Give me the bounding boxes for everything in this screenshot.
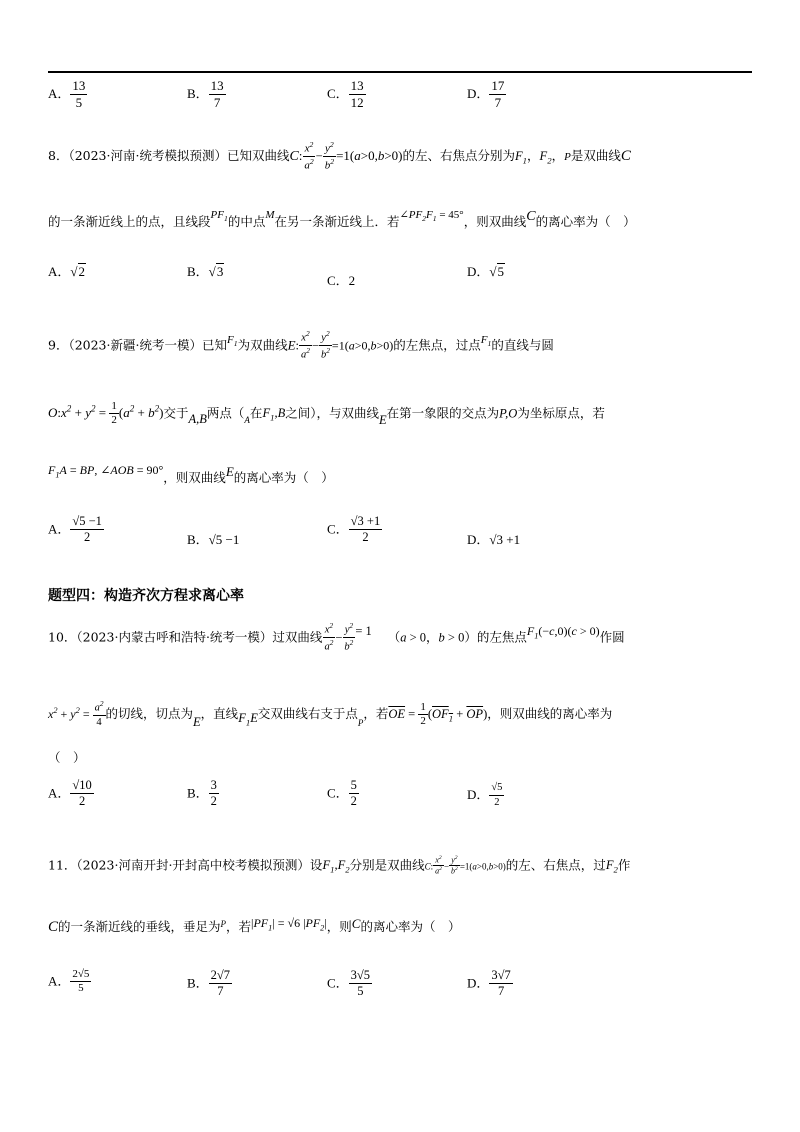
denominator: 12 [350,94,364,110]
denominator: 5 [78,982,84,995]
q10-option-a[interactable] [48,778,94,810]
option-letter: C． [327,85,349,101]
q9-option-d[interactable] [467,532,520,549]
fraction [209,778,219,810]
minus-sign: − [315,149,323,164]
question-number: 10． [48,629,77,645]
f1-symbol: $F_1$ [515,149,528,166]
q8-text: ，则双曲线 [463,214,527,229]
q11-line-2 [48,918,460,937]
q8-text: 的中点 [227,214,266,229]
option-value: √5 −1 [208,532,240,547]
option-letter: D． [467,786,490,802]
fraction-one-half [109,400,119,428]
numerator: 3 [210,778,217,792]
q8-option-b[interactable] [187,264,224,281]
numerator: $x^2$ [323,622,335,638]
q10-text: 作圆 [599,629,625,645]
fraction-one-half [418,701,428,729]
minus-sign: − [335,630,343,645]
q11-option-c[interactable] [327,968,372,1000]
question-number: 11． [48,857,77,873]
q8-text: 的一条渐近线上的点，且线段 [48,214,211,229]
c-symbol: C [620,148,631,165]
q9-text: 的左焦点，过点 [393,337,481,353]
condition: =1(a>0,b>0) [331,338,394,353]
numerator: $y^2$ [343,622,355,638]
numerator: 2√7 [210,968,231,982]
radical-sign: √ [70,264,78,279]
fraction-x2-a2 [299,330,312,362]
fraction [349,78,366,111]
numerator: 1 [109,400,119,414]
fraction [349,968,372,1000]
q10-text: ， [426,629,439,645]
q10-option-d[interactable] [467,782,504,809]
numerator: $x^2$ [303,140,316,157]
q9-text: 为双曲线 [237,337,288,353]
q10-text: 交双曲线右支于点 [257,706,358,722]
q8-text: 的离心率为（ ） [535,214,636,229]
radicand: 5 [497,264,505,279]
q7-option-c[interactable] [327,78,366,111]
f2-symbol: $F_2$ [539,149,552,166]
p-symbol: P [357,718,364,729]
q11-text: 的一条渐近线的垂线，垂足为 [58,919,221,934]
q7-option-a[interactable] [48,78,87,111]
denominator: $a^2$ [301,346,310,361]
q8-text: 是双曲线 [570,148,621,164]
fraction-y2-b2 [449,855,460,877]
q9-option-c[interactable] [327,514,382,546]
denominator: 7 [497,984,505,998]
q9-text: 之间），与双曲线 [285,405,379,421]
denominator: 2 [210,794,217,808]
option-value: 2 [348,273,356,288]
vector-sum: $(OF_1 + \overline{OP})$ [427,707,488,724]
option-letter: A． [48,85,71,101]
option-letter: C． [327,975,349,991]
q8-line-1 [48,140,631,173]
denominator: 2 [420,714,426,727]
q10-text: 过双曲线 [272,629,323,645]
denominator: 7 [494,94,502,110]
fraction [489,78,506,111]
q8-text: 已知双曲线 [226,148,290,164]
option-letter: C． [327,273,349,288]
option-letter: D． [467,975,490,991]
numerator: $x^2$ [299,330,311,346]
denominator: 2 [350,794,357,808]
option-letter: A． [48,521,71,537]
q8-option-c[interactable] [327,273,355,290]
q11-text: 分别是双曲线 [349,857,425,873]
question-number: 9． [48,337,69,353]
p-symbol: P [564,151,571,164]
hyperbola-formula: C: [424,861,434,872]
formula-colon: : [295,338,300,353]
e-symbol: E [378,413,387,428]
question-source: （2023·河南·统考模拟预测） [68,148,227,164]
numerator: 13 [72,78,86,93]
distance-formula: $|PF_1| = √6$ $|PF_2|$ [251,916,327,933]
option-letter: D． [467,85,490,101]
circle-formula: $x^2 + y^2$ = [48,706,93,722]
fraction-x2-a2 [302,140,315,173]
q11-text: 设 [309,857,323,873]
question-number: 8． [48,148,69,164]
option-value: √3 +1 [489,532,521,547]
option-letter: B． [187,85,209,101]
q8-option-d[interactable] [467,264,505,281]
numerator: 13 [210,78,224,93]
q11-text: 的左、右焦点，过 [505,857,606,873]
fraction-x2-a2 [322,622,335,654]
denominator: 5 [357,984,364,998]
question-source: （2023·新疆·统考一模） [68,337,202,353]
q10-text: ，直线 [200,706,239,722]
focus-formula: $F_1(-c,0)(c > 0)$ [526,624,600,641]
option-letter: B． [187,975,209,991]
numerator: 3√7 [491,968,511,982]
denominator: 2 [111,414,117,427]
denominator: $b^2$ [321,346,330,361]
q9-text: 在第一象限的交点为 [386,405,500,421]
option-letter: B． [187,532,209,547]
ab-symbol: A,B [188,412,207,427]
q11-text: ，若 [226,919,252,934]
c-symbol: C [526,209,536,224]
q9-line-1 [48,330,554,362]
denominator: 2 [362,530,369,544]
option-letter: A． [48,973,71,989]
numerator: √5 −1 [72,514,102,528]
q10-text: ）的左焦点 [464,629,527,645]
q9-line-3 [48,462,334,485]
q9-text: 为坐标原点，若 [517,405,605,421]
numerator: 5 [350,778,357,792]
q11-text: 作 [617,857,631,873]
fraction [489,782,504,809]
q11-option-d[interactable] [467,968,513,1000]
q10-text: 的切线，切点为 [105,706,194,722]
q9-line-2 [48,400,605,428]
option-letter: A． [48,785,71,801]
numerator: √10 [72,778,92,792]
fraction [70,778,93,810]
numerator: 3√5 [350,968,371,982]
q8-line-2 [48,209,636,232]
denominator: 2 [84,530,91,544]
q10-text: （ [387,629,401,645]
p-symbol: P [220,919,227,929]
b-condition: b > 0 [438,630,465,645]
equals-one: = 1 [355,624,372,639]
sqrt-expression [70,263,86,279]
q8-text: ， [527,148,540,164]
fraction-y2-b2 [342,622,355,654]
numerator: $y^2$ [319,330,331,346]
circle-formula: $O:x^2 + y^2$ = [48,404,110,421]
numerator: √5 [489,782,504,796]
fraction [349,778,359,810]
q11-option-b[interactable] [187,968,232,1000]
numerator: 2√5 [70,968,91,982]
radicand: 2 [78,264,86,279]
hyperbola-formula: C [289,149,299,165]
question-source: （2023·内蒙古呼和浩特·统考一模） [76,629,273,645]
q8-option-a[interactable] [48,264,86,281]
q11-line-1 [48,855,630,877]
fraction [209,968,232,1000]
q10-line-1 [48,622,625,654]
denominator: $b^2$ [451,866,458,876]
denominator: 2 [78,794,86,808]
denominator: 7 [213,94,221,110]
denominator: 5 [75,94,83,110]
numerator: $y^2$ [451,855,458,865]
denominator: $a^2$ [435,866,442,876]
numerator: $x^2$ [435,855,442,865]
q10-text: ，则双曲线的离心率为 [487,706,613,722]
q9-text: 的离心率为（ ） [233,470,334,485]
q8-text: ， [551,148,565,164]
question-source: （2023·河南开封·开封高中校考模拟预测） [76,857,310,873]
minus-sign: − [311,338,319,353]
numerator: 17 [491,78,505,93]
section-heading: 题型四：构造齐次方程求离心率 [48,588,244,604]
option-letter: B． [187,264,209,279]
q11-text: 的离心率为（ ） [360,919,461,934]
f1b-symbol: $F_1,B$ [262,406,286,423]
q10-option-c[interactable] [327,778,359,810]
f1f2-symbol: $F_1,F_2$ [322,858,350,875]
c-symbol: C [48,919,59,935]
fraction [70,78,87,111]
a-symbol: A [244,415,250,426]
denominator: $a^2$ [304,156,314,172]
option-letter: C． [327,521,349,537]
numerator: 1 [418,701,428,715]
option-letter: C． [327,785,349,801]
q7-option-d[interactable] [467,78,506,111]
c-symbol: C [351,916,361,931]
denominator: $b^2$ [324,156,335,172]
q9-option-a[interactable] [48,514,104,546]
sqrt-expression [209,263,225,279]
numerator: 13 [350,78,364,93]
po-symbol: P,O [499,406,518,421]
denominator: $a^2$ [324,638,334,653]
condition: =1(a>0,b>0) [459,861,506,872]
q10-line-3: （ ） [48,750,86,765]
circle-radius-expression: $(a^2 + b^2)$ [118,404,164,421]
f2-symbol: $F_2$ [605,858,618,875]
fraction-y2-b2 [319,330,332,362]
numerator: $a^2$ [93,700,106,716]
q10-text: ，若 [363,706,389,722]
q9-text: 的直线与圆 [491,337,554,353]
q9-text: 两点（ [206,405,245,421]
q10-option-b[interactable] [187,778,219,810]
q8-text: 在另一条渐近线上．若 [274,214,400,229]
denominator: 4 [96,717,102,729]
denominator: 7 [217,984,224,998]
q8-text: 的左、右焦点分别为 [402,148,516,164]
denominator: $b^2$ [344,638,354,653]
fraction-x2-a2 [433,855,444,877]
radical-sign: √ [489,264,497,279]
f1-symbol: $F_1$ [480,334,492,349]
denominator: 2 [494,796,500,808]
fraction-y2-b2 [323,140,336,173]
q9-text: ，则双曲线 [163,470,226,485]
condition-formula: $F_1A$ = BP, ∠AOB = 90° [48,463,164,480]
q9-option-b[interactable] [187,532,239,549]
q9-text: 已知 [201,337,227,353]
condition: =1(a>0,b>0) [336,148,403,164]
q9-text: 在 [249,405,263,421]
formula-colon: : [298,149,303,164]
option-letter: B． [187,785,209,801]
minus-sign: − [443,861,450,872]
numerator: $y^2$ [323,140,336,157]
pf1-symbol: $PF_1$ [210,209,228,224]
q10-line-2 [48,700,612,729]
fraction [70,968,91,996]
top-rule [48,71,752,73]
fraction [489,968,512,1000]
fraction [209,78,226,111]
e-symbol: E [225,464,234,479]
option-letter: A． [48,264,71,279]
fraction-a2-4 [93,700,106,729]
angle-formula: $\angle PF_2F_1 = 45^\circ$ [399,209,464,224]
radical-sign: √ [208,264,216,279]
e-symbol: E [193,715,201,730]
vector-formula: $\overline{OE}$ = [388,707,419,722]
numerator: √3 +1 [350,514,381,528]
fraction [349,514,383,546]
q9-text: 交于 [163,405,189,421]
f1-symbol: $F_1$ [226,334,238,349]
fraction [70,514,104,546]
q11-text: ，则 [326,919,352,934]
a-condition: a > 0 [400,630,427,645]
sqrt-expression [489,263,505,279]
option-letter: D． [467,264,490,279]
option-letter: D． [467,532,490,547]
q7-option-b[interactable] [187,78,226,111]
q11-option-a[interactable] [48,968,91,996]
m-symbol: M [265,209,275,221]
f1e-symbol: $F_1E$ [238,711,258,728]
hyperbola-formula: E [287,337,296,353]
radicand: 3 [216,264,224,279]
